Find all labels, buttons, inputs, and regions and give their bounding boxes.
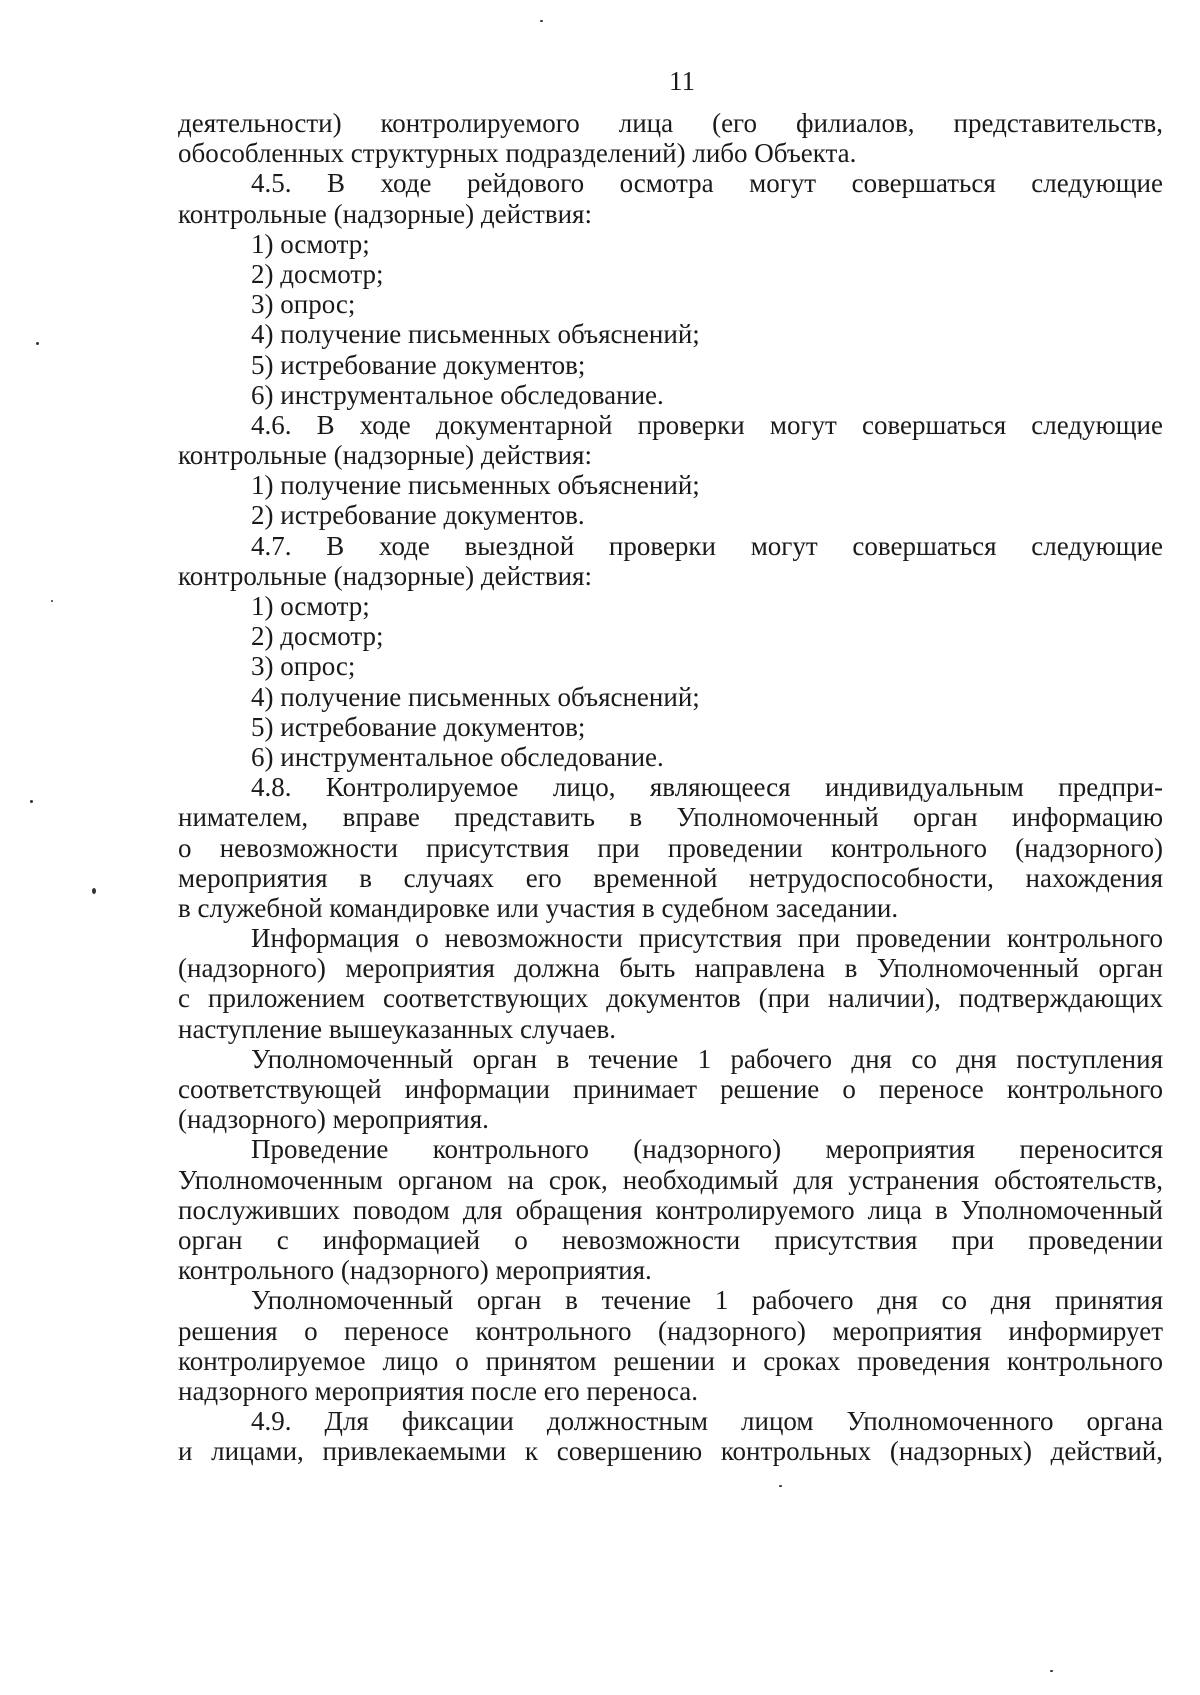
text-line: 5) истребование документов; <box>251 349 586 380</box>
text-line: Информация о невозможности присутствия при проведении контрольного <box>251 923 1163 954</box>
page-number: 11 <box>669 66 695 96</box>
text-line: 4.7. В ходе выездной проверки могут совершаться следующие <box>251 530 1163 561</box>
scan-speck <box>92 888 96 894</box>
text-line: 2) досмотр; <box>251 258 384 289</box>
text-line: 1) осмотр; <box>251 591 370 621</box>
text-line: (надзорного) мероприятия должна быть направлена в Уполномоченный орган <box>178 953 1163 984</box>
text-line: нимателем, вправе представить в Уполномоченный орган информацию <box>178 802 1163 833</box>
scan-speck <box>30 800 33 803</box>
text-line: 1) осмотр; <box>251 228 370 259</box>
document-body <box>178 108 1163 1466</box>
text-line: 4.6. В ходе документарной проверки могут совершаться следующие <box>251 409 1163 440</box>
text-line: в служебной командировке или участия в судебном заседании. <box>178 892 899 923</box>
scan-speck <box>1050 1670 1053 1672</box>
text-line: 5) истребование документов; <box>251 711 586 742</box>
text-line: Уполномоченный орган в течение 1 рабочего дня со дня поступления <box>251 1043 1163 1074</box>
text-line: Проведение контрольного (надзорного) мероприятия переносится <box>251 1134 1163 1165</box>
text-line: 2) истребование документов. <box>251 500 585 531</box>
text-line: обособленных структурных подразделений) либо Объекта. <box>178 138 857 169</box>
text-line: 4.9. Для фиксации должностным лицом Уполномоченного органа <box>251 1406 1163 1437</box>
text-line: Уполномоченный орган в течение 1 рабочего дня со дня принятия <box>251 1285 1163 1316</box>
text-line: мероприятия в случаях его временной нетрудоспособности, нахождения <box>178 862 1163 893</box>
text-line: контролируемое лицо о принятом решении и сроках проведения контрольного <box>178 1345 1163 1376</box>
text-line: 3) опрос; <box>251 289 356 320</box>
text-line: контрольные (надзорные) действия: <box>178 198 592 229</box>
scan-speck <box>779 1485 782 1487</box>
text-line: 2) досмотр; <box>251 621 384 652</box>
text-line: 6) инструментальное обследование. <box>251 379 664 410</box>
text-line: Уполномоченным органом на срок, необходимый для устранения обстоятельств, <box>178 1164 1163 1195</box>
text-line: послуживших поводом для обращения контролируемого лица в Уполномоченный <box>178 1194 1163 1225</box>
scan-speck <box>540 20 543 22</box>
text-line: деятельности) контролируемого лица (его филиалов, представительств, <box>178 108 1163 138</box>
text-line: контрольные (надзорные) действия: <box>178 440 592 471</box>
text-line: 1) получение письменных объяснений; <box>251 470 700 501</box>
text-line: 6) инструментальное обследование. <box>251 741 664 772</box>
text-line: (надзорного) мероприятия. <box>178 1104 489 1135</box>
text-line: наступление вышеуказанных случаев. <box>178 1013 617 1044</box>
scan-speck <box>51 600 53 602</box>
text-line: соответствующей информации принимает решение о переносе контрольного <box>178 1074 1163 1104</box>
scan-speck <box>36 342 39 345</box>
text-line: 4.8. Контролируемое лицо, являющееся индивидуальным предпри- <box>251 772 1163 803</box>
text-line: решения о переносе контрольного (надзорного) мероприятия информирует <box>178 1315 1163 1346</box>
text-line: 4) получение письменных объяснений; <box>251 319 700 350</box>
text-line: контрольные (надзорные) действия: <box>178 560 592 591</box>
text-line: 4.5. В ходе рейдового осмотра могут совершаться следующие <box>251 168 1163 199</box>
text-line: контрольного (надзорного) мероприятия. <box>178 1255 652 1286</box>
text-line: 3) опрос; <box>251 651 356 682</box>
text-line: орган с информацией о невозможности присутствия при проведении <box>178 1224 1163 1255</box>
text-line: о невозможности присутствия при проведении контрольного (надзорного) <box>178 832 1163 863</box>
text-line: 4) получение письменных объяснений; <box>251 681 700 712</box>
text-line: надзорного мероприятия после его переноса. <box>178 1375 698 1406</box>
text-line: и лицами, привлекаемыми к совершению контрольных (надзорных) действий, <box>178 1436 1163 1467</box>
text-line: с приложением соответствующих документов (при наличии), подтверждающих <box>178 983 1163 1014</box>
